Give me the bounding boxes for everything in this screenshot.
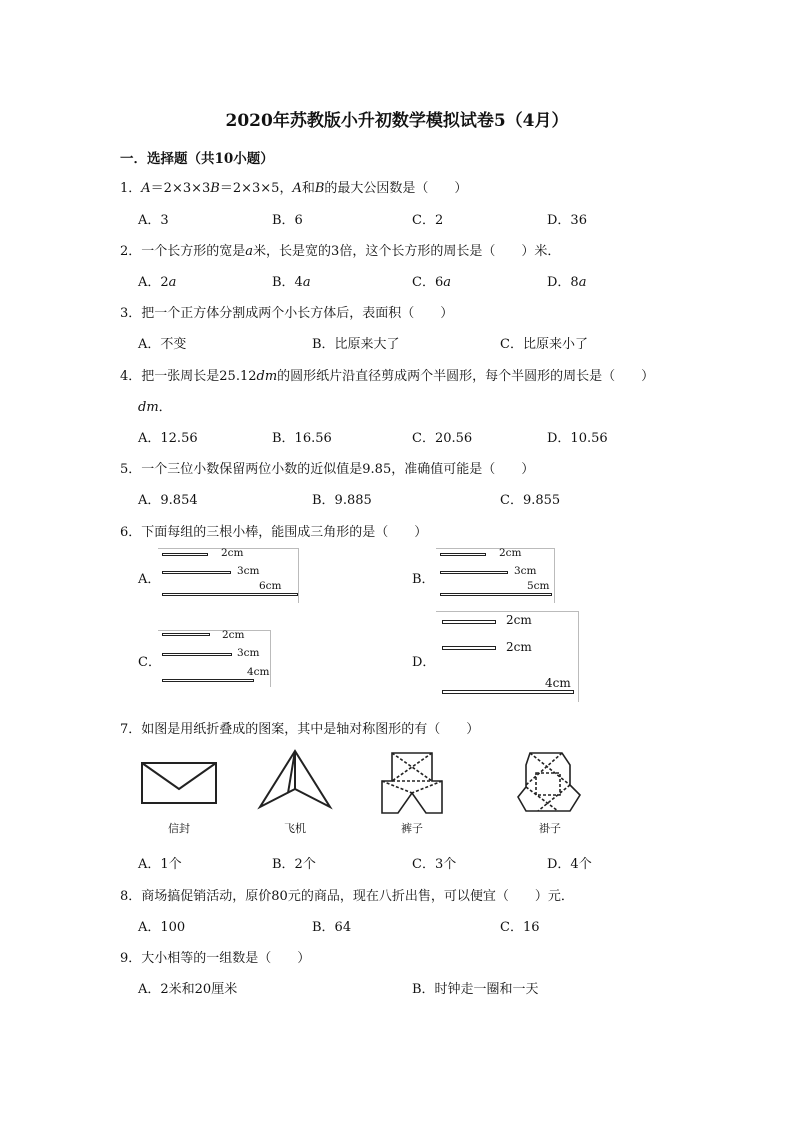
q6-d-stick-3-label: 4cm <box>545 676 571 690</box>
figure-caption-jacket: 褂子 <box>539 822 561 835</box>
figure-caption-plane: 飞机 <box>284 822 306 835</box>
question-1-stem <box>120 177 467 196</box>
q2-option-c-label: C．6 <box>412 275 444 290</box>
q6-c-stick-1 <box>162 633 210 636</box>
q6-option-a[interactable]: A． <box>138 572 161 587</box>
q2-option-a-var: a <box>168 275 177 290</box>
q1-option-d[interactable]: D．36 <box>547 213 587 228</box>
q6-b-stick-2-label: 3cm <box>514 565 537 577</box>
pants-figure <box>382 753 442 813</box>
q4-text-pre: 4．把一张周长是25.12 <box>120 369 257 384</box>
q2-option-d-var: a <box>578 275 587 290</box>
q6-a-stick-3-label: 6cm <box>259 580 282 592</box>
q2-text-pre: 2．一个长方形的宽是 <box>120 244 246 259</box>
q1-option-c[interactable]: C．2 <box>412 213 444 228</box>
q6-option-b[interactable]: B． <box>412 572 435 587</box>
q5-option-b[interactable]: B．9.885 <box>312 493 372 508</box>
q4-option-b[interactable]: B．16.56 <box>272 431 332 446</box>
q8-option-a[interactable]: A．100 <box>138 920 186 935</box>
q2-option-d-label: D．8 <box>547 275 579 290</box>
q6-d-stick-1-label: 2cm <box>506 613 532 627</box>
q6-c-stick-3 <box>162 679 254 682</box>
question-5-stem: 5．一个三位小数保留两位小数的近似值是9.85，准确值可能是（ ） <box>120 462 535 477</box>
question-3-stem: 3．把一个正方体分割成两个小长方体后，表面积（ ） <box>120 306 454 321</box>
q7-option-c[interactable]: C．3个 <box>412 857 457 872</box>
q1-ask: 的最大公因数是（ ） <box>324 181 468 196</box>
q7-option-a[interactable]: A．1个 <box>138 857 182 872</box>
q6-c-stick-2-label: 3cm <box>237 647 260 659</box>
q2-option-a-label: A．2 <box>138 275 169 290</box>
figure-caption-pants: 裤子 <box>401 822 423 835</box>
q4-option-c[interactable]: C．20.56 <box>412 431 473 446</box>
q2-text-end: 米，长是宽的3倍，这个长方形的周长是（ ）米． <box>253 244 561 259</box>
question-2-stem <box>120 240 560 259</box>
section-heading: 一．选择题（共10小题） <box>120 151 274 167</box>
q6-a-stick-1 <box>162 553 208 556</box>
q3-option-c[interactable]: C．比原来小了 <box>500 337 588 352</box>
q6-option-c[interactable]: C． <box>138 655 161 670</box>
q1-expr-a: ＝2×3×3 <box>150 181 211 196</box>
q7-option-b[interactable]: B．2个 <box>272 857 316 872</box>
q6-option-d[interactable]: D． <box>412 655 436 670</box>
q1-var-a2: A <box>292 181 302 196</box>
q8-option-c[interactable]: C．16 <box>500 920 540 935</box>
envelope-figure <box>142 763 216 803</box>
q6-b-stick-3 <box>440 593 552 596</box>
q6-c-stick-1-label: 2cm <box>222 629 245 641</box>
page-title: 2020年苏教版小升初数学模拟试卷5（4月） <box>225 111 569 131</box>
q2-var: a <box>245 244 254 259</box>
figure-caption-envelope: 信封 <box>168 822 190 835</box>
q6-a-stick-2-label: 3cm <box>237 565 260 577</box>
q2-option-c-var: a <box>443 275 451 290</box>
q1-var-a: A <box>141 181 151 196</box>
q1-var-b2: B <box>314 181 325 196</box>
q6-a-stick-2 <box>162 571 231 574</box>
q9-option-b[interactable]: B．时钟走一圈和一天 <box>412 982 539 997</box>
q6-a-stick-3 <box>162 593 298 596</box>
question-8-stem: 8．商场搞促销活动，原价80元的商品，现在八折出售，可以便宜（ ）元． <box>120 889 574 904</box>
q1-var-b: B <box>210 181 220 196</box>
plane-figure <box>260 751 330 807</box>
q5-option-a[interactable]: A．9.854 <box>138 493 198 508</box>
q9-option-a[interactable]: A．2米和20厘米 <box>138 982 238 997</box>
q2-option-d[interactable] <box>547 271 586 290</box>
q6-d-stick-1 <box>442 620 496 624</box>
q3-option-b[interactable]: B．比原来大了 <box>312 337 400 352</box>
q4-option-d[interactable]: D．10.56 <box>547 431 608 446</box>
q1-option-b[interactable]: B．6 <box>272 213 303 228</box>
q6-d-stick-3 <box>442 690 574 694</box>
q6-c-stick-3-label: 4cm <box>247 666 270 678</box>
q7-option-d[interactable]: D．4个 <box>547 857 592 872</box>
jacket-figure <box>518 753 580 811</box>
q1-and: 和 <box>301 181 315 196</box>
q4-unit: dm <box>256 369 278 384</box>
q2-option-a[interactable] <box>138 271 176 290</box>
q2-option-b-label: B．4 <box>272 275 303 290</box>
q6-b-stick-2 <box>440 571 508 574</box>
q2-option-b[interactable] <box>272 271 311 290</box>
q6-b-stick-1-label: 2cm <box>499 547 522 559</box>
q6-d-stick-2 <box>442 646 496 650</box>
question-9-stem: 9．大小相等的一组数是（ ） <box>120 951 311 966</box>
q5-option-c[interactable]: C．9.855 <box>500 493 561 508</box>
q6-b-stick-3-label: 5cm <box>527 580 550 592</box>
question-6-stem: 6．下面每组的三根小棒，能围成三角形的是（ ） <box>120 525 428 540</box>
q4-line2 <box>138 396 172 415</box>
q6-c-stick-2 <box>162 653 232 656</box>
question-4-stem <box>120 365 654 384</box>
q4-text-end: 的圆形纸片沿直径剪成两个半圆形，每个半圆形的周长是（ ） <box>277 369 655 384</box>
q2-option-b-var: a <box>302 275 311 290</box>
q6-d-stick-2-label: 2cm <box>506 640 532 654</box>
q1-expr-b: ＝2×3×5， <box>219 181 293 196</box>
q1-option-a[interactable]: A．3 <box>138 213 169 228</box>
q6-a-stick-1-label: 2cm <box>221 547 244 559</box>
q2-option-c[interactable] <box>412 271 451 290</box>
q4-unit-2: dm <box>138 400 159 415</box>
q4-option-a[interactable]: A．12.56 <box>138 431 198 446</box>
q4-period: ． <box>158 400 172 415</box>
q1-number: 1． <box>120 181 142 196</box>
q3-option-a[interactable]: A．不变 <box>138 337 187 352</box>
q8-option-b[interactable]: B．64 <box>312 920 352 935</box>
q6-b-stick-1 <box>440 553 486 556</box>
question-7-stem: 7．如图是用纸折叠成的图案，其中是轴对称图形的有（ ） <box>120 722 480 737</box>
